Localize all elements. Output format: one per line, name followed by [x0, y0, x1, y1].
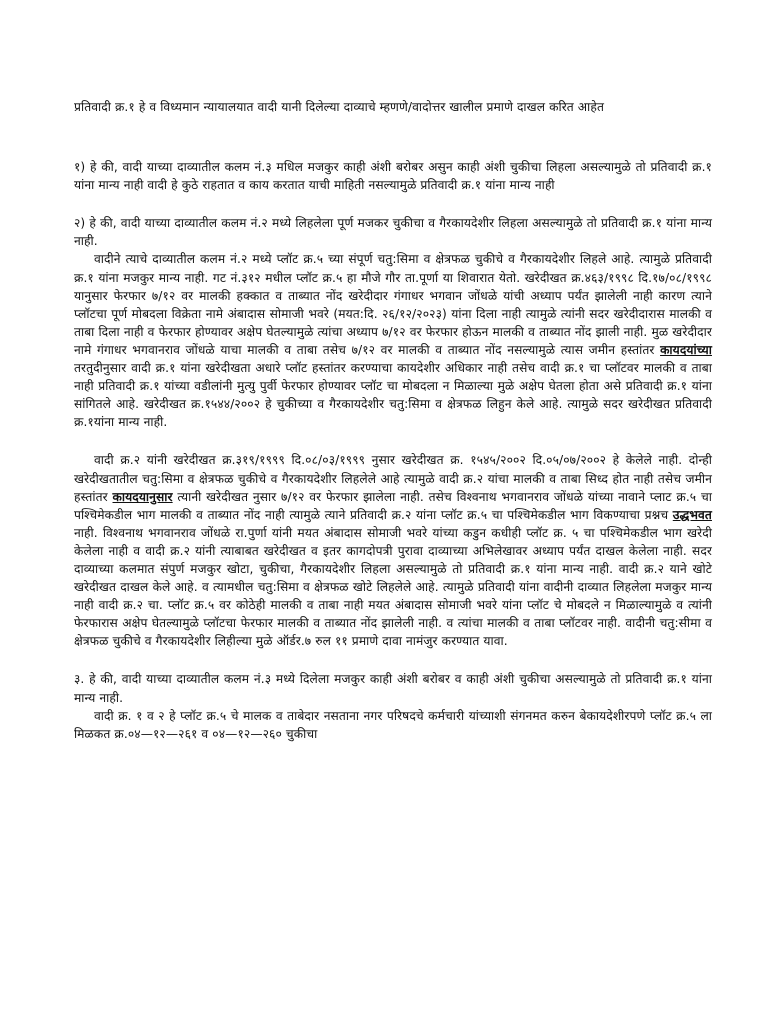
paragraph-3-text-c: नाही. विश्वनाथ भगवानराव जोंधळे रा.पुर्णा यांनी मयत अंबादास सोमाजी भवरे यांच्या कडुन कधीही प्लॉट क्र. ५ चा पश्चिमेकडील भाग खरेदी केलेला नाही व वादी क्र.२ यांनी त्याबाबत खरेदीखत व इतर कागदोपत्री पुरावा दाव्याच्या अभिलेखावर अध्याप पर्यंत दाखल केलेला नाही. सदर दाव्याच्या कलमात संपुर्ण मजकुर खोटा, चुकीचा, गैरकायदेशीर लिहला असल्यामुळे तो प्रतिवादी क्र.१ यांना मान्य नाही. वादी क्र.२ याने खोटे खरेदीखत दाखल केले आहे. व त्यामधील चतु:सिमा व क्षेत्रफळ खोटे लिहलेले आहे. त्यामुळे प्रतिवादी यांना वादीनी दाव्यात लिहलेला मजकुर मान्य नाही वादी क्र.२ चा. प्लॉट क्र.५ वर कोठेही मालकी व ताबा नाही मयत अंबादास सोमाजी भवरे यांना प्लॉट चे मोबदले न मिळाल्यामुळे व त्यांनी फेरफारास अक्षेप घेतल्यामुळे प्लॉटचा फेरफार मालकी व ताब्यात नोंद झालेली नाही. व त्यांचा मालकी व ताबा प्लॉटवर नाही. वादीनी चतु:सीमा व क्षेत्रफळ चुकीचे व गैरकायदेशीर लिहील्या मुळे ऑर्डर.७ रुल ११ प्रमाणे दावा नामंजुर करण्यात यावा. [74, 525, 712, 649]
emphasis-kaydyanusar: कायदयानुसार [112, 489, 173, 504]
paragraph-3-text-b: त्यानी खरेदीखत नुसार ७/१२ वर फेरफार झालेला नाही. तसेच विश्वनाथ भगवानराव जोंधळे यांच्या नावाने प्लाट क्र.५ चा पश्चिमेकडील भाग मालकी व ताब्यात नोंद नाही त्यामुळे त्याने प्रतिवादी क्र.२ यांना प्लॉट क्र.५ चा पश्चिमेकडील भाग विकण्याचा प्रश्नच [74, 489, 712, 522]
paragraph-3-body [74, 451, 712, 650]
paragraph-2-text-a: वादीने त्याचे दाव्यातील कलम नं.२ मध्ये प्लॉट क्र.५ च्या संपूर्ण चतु:सिमा व क्षेत्रफळ चुकीचे व गैरकायदेशीर लिहले आहे. त्यामुळे प्रतिवादी क्र.१ यांना मजकुर मान्य नाही. गट नं.३१२ मधील प्लॉट क्र.५ हा मौजे गौर ता.पूर्णा या शिवारात येतो. खरेदीखत क्र.४६३/१९९८ दि.१७/०८/१९९८ यानुसार फेरफार ७/१२ वर मालकी हक्कात व ताब्यात नोंद खरेदीदार गंगाधर भगवान जोंधळे यांची अध्याप पर्यंत झालेली नाही कारण त्याने प्लॉटचा पूर्ण मोबदला विक्रेता नामे अंबादास सोमाजी भवरे (मयत:दि. २६/१२/२०२३) यांना दिला नाही त्यामुळे त्यांनी सदर खरेदीदारास मालकी व ताबा दिला नाही व फेरफार होण्यावर अक्षेप घेतल्यामुळे त्यांचा अध्याप ७/१२ वर फेरफार होऊन मालकी व ताब्यात नोंद झाली नाही. मुळ खरेदीदार नामे गंगाधर भगवानराव जोंधळे याचा मालकी व ताबा तसेच ७/१२ वर मालकी व ताब्यात नोंद नसल्यामुळे त्यास जमीन हस्तांतर [74, 252, 712, 357]
emphasis-kaydyanchya: कायदयांच्या [660, 342, 712, 357]
paragraph-1: १) हे की, वादी याच्या दाव्यातील कलम नं.३ मधिल मजकुर काही अंशी बरोबर असुन काही अंशी चुकीचा लिहला असल्यामुळे तो प्रतिवादी क्र.१ यांना मान्य नाही वादी हे कुठे राहतात व काय करतात याची माहिती नसल्यामुळे प्रतिवादी क्र.१ यांना मान्य नाही [74, 160, 712, 193]
paragraph-2-heading: २) हे की, वादी याच्या दाव्यातील कलम नं.२ मध्ये लिहलेला पूर्ण मजकर चुकीचा व गैरकायदेशीर लिहला असल्यामुळे तो प्रतिवादी क्र.१ यांना मान्य नाही. [74, 216, 712, 249]
paragraph-2-text-b: तरतुदीनुसार वादी क्र.१ यांना खरेदीखता अधारे प्लॉट हस्तांतर करण्याचा कायदेशीर अधिकार नाही तसेच वादी क्र.१ चा प्लॉटवर मालकी व ताबा नाही प्रतिवादी क्र.१ यांच्या वडीलांनी मुत्यु पुर्वी फेरफार होण्यावर प्लॉट चा मोबदला न मिळाल्या मुळे अक्षेप घेतला होता असे प्रतिवादी क्र.१ यांना सांगितले आहे. खरेदीखत क्र.१५४४/२००२ हे चुकीच्या व गैरकायदेशीर चतु:सिमा व क्षेत्रफळ लिहुन केले आहे. त्यामुळे सदर खरेदीखत प्रतिवादी क्र.१यांना मान्य नाही. [74, 361, 712, 430]
document-body [74, 98, 712, 743]
paragraph-2-body [74, 250, 712, 431]
paragraph-3-text-a: वादी क्र.२ यांनी खरेदीखत क्र.३१९/१९९९ दि.०८/०३/१९९९ नुसार खरेदीखत क्र. १५४५/२००२ दि.०५/०७/२००२ हे केलेले नाही. दोन्ही खरेदीखतातील चतु:सिमा व क्षेत्रफळ चुकीचे व गैरकायदेशीर लिहलेले आहे त्यामुळे वादी क्र.२ यांचा मालकी व ताबा सिध्द होत नाही तसेच जमीन हस्तांतर [74, 453, 712, 504]
intro-paragraph: प्रतिवादी क्र.१ हे व विध्यमान न्यायालयात वादी यानी दिलेल्या दाव्याचे म्हणणे/वादोत्तर खालील प्रमाणे दाखल करित आहेत [74, 100, 604, 114]
paragraph-4-body: वादी क्र. १ व २ हे प्लॉट क्र.५ चे मालक व ताबेदार नसताना नगर परिषदचे कर्मचारी यांच्याशी संगनमत करुन बेकायदेशीरपणे प्लॉट क्र.५ ला मिळकत क्र.०४—१२—२६१ व ०४—१२—२६० चुकीचा [74, 708, 712, 741]
paragraph-4-heading: ३. हे की, वादी याच्या दाव्यातील कलम नं.३ मध्ये दिलेला मजकुर काही अंशी बरोबर व काही अंशी चुकीचा असल्यामुळे तो प्रतिवादी क्र.१ यांना मान्य नाही. [74, 672, 712, 705]
emphasis-uddhabhavat: उद्धभवत [672, 507, 712, 522]
